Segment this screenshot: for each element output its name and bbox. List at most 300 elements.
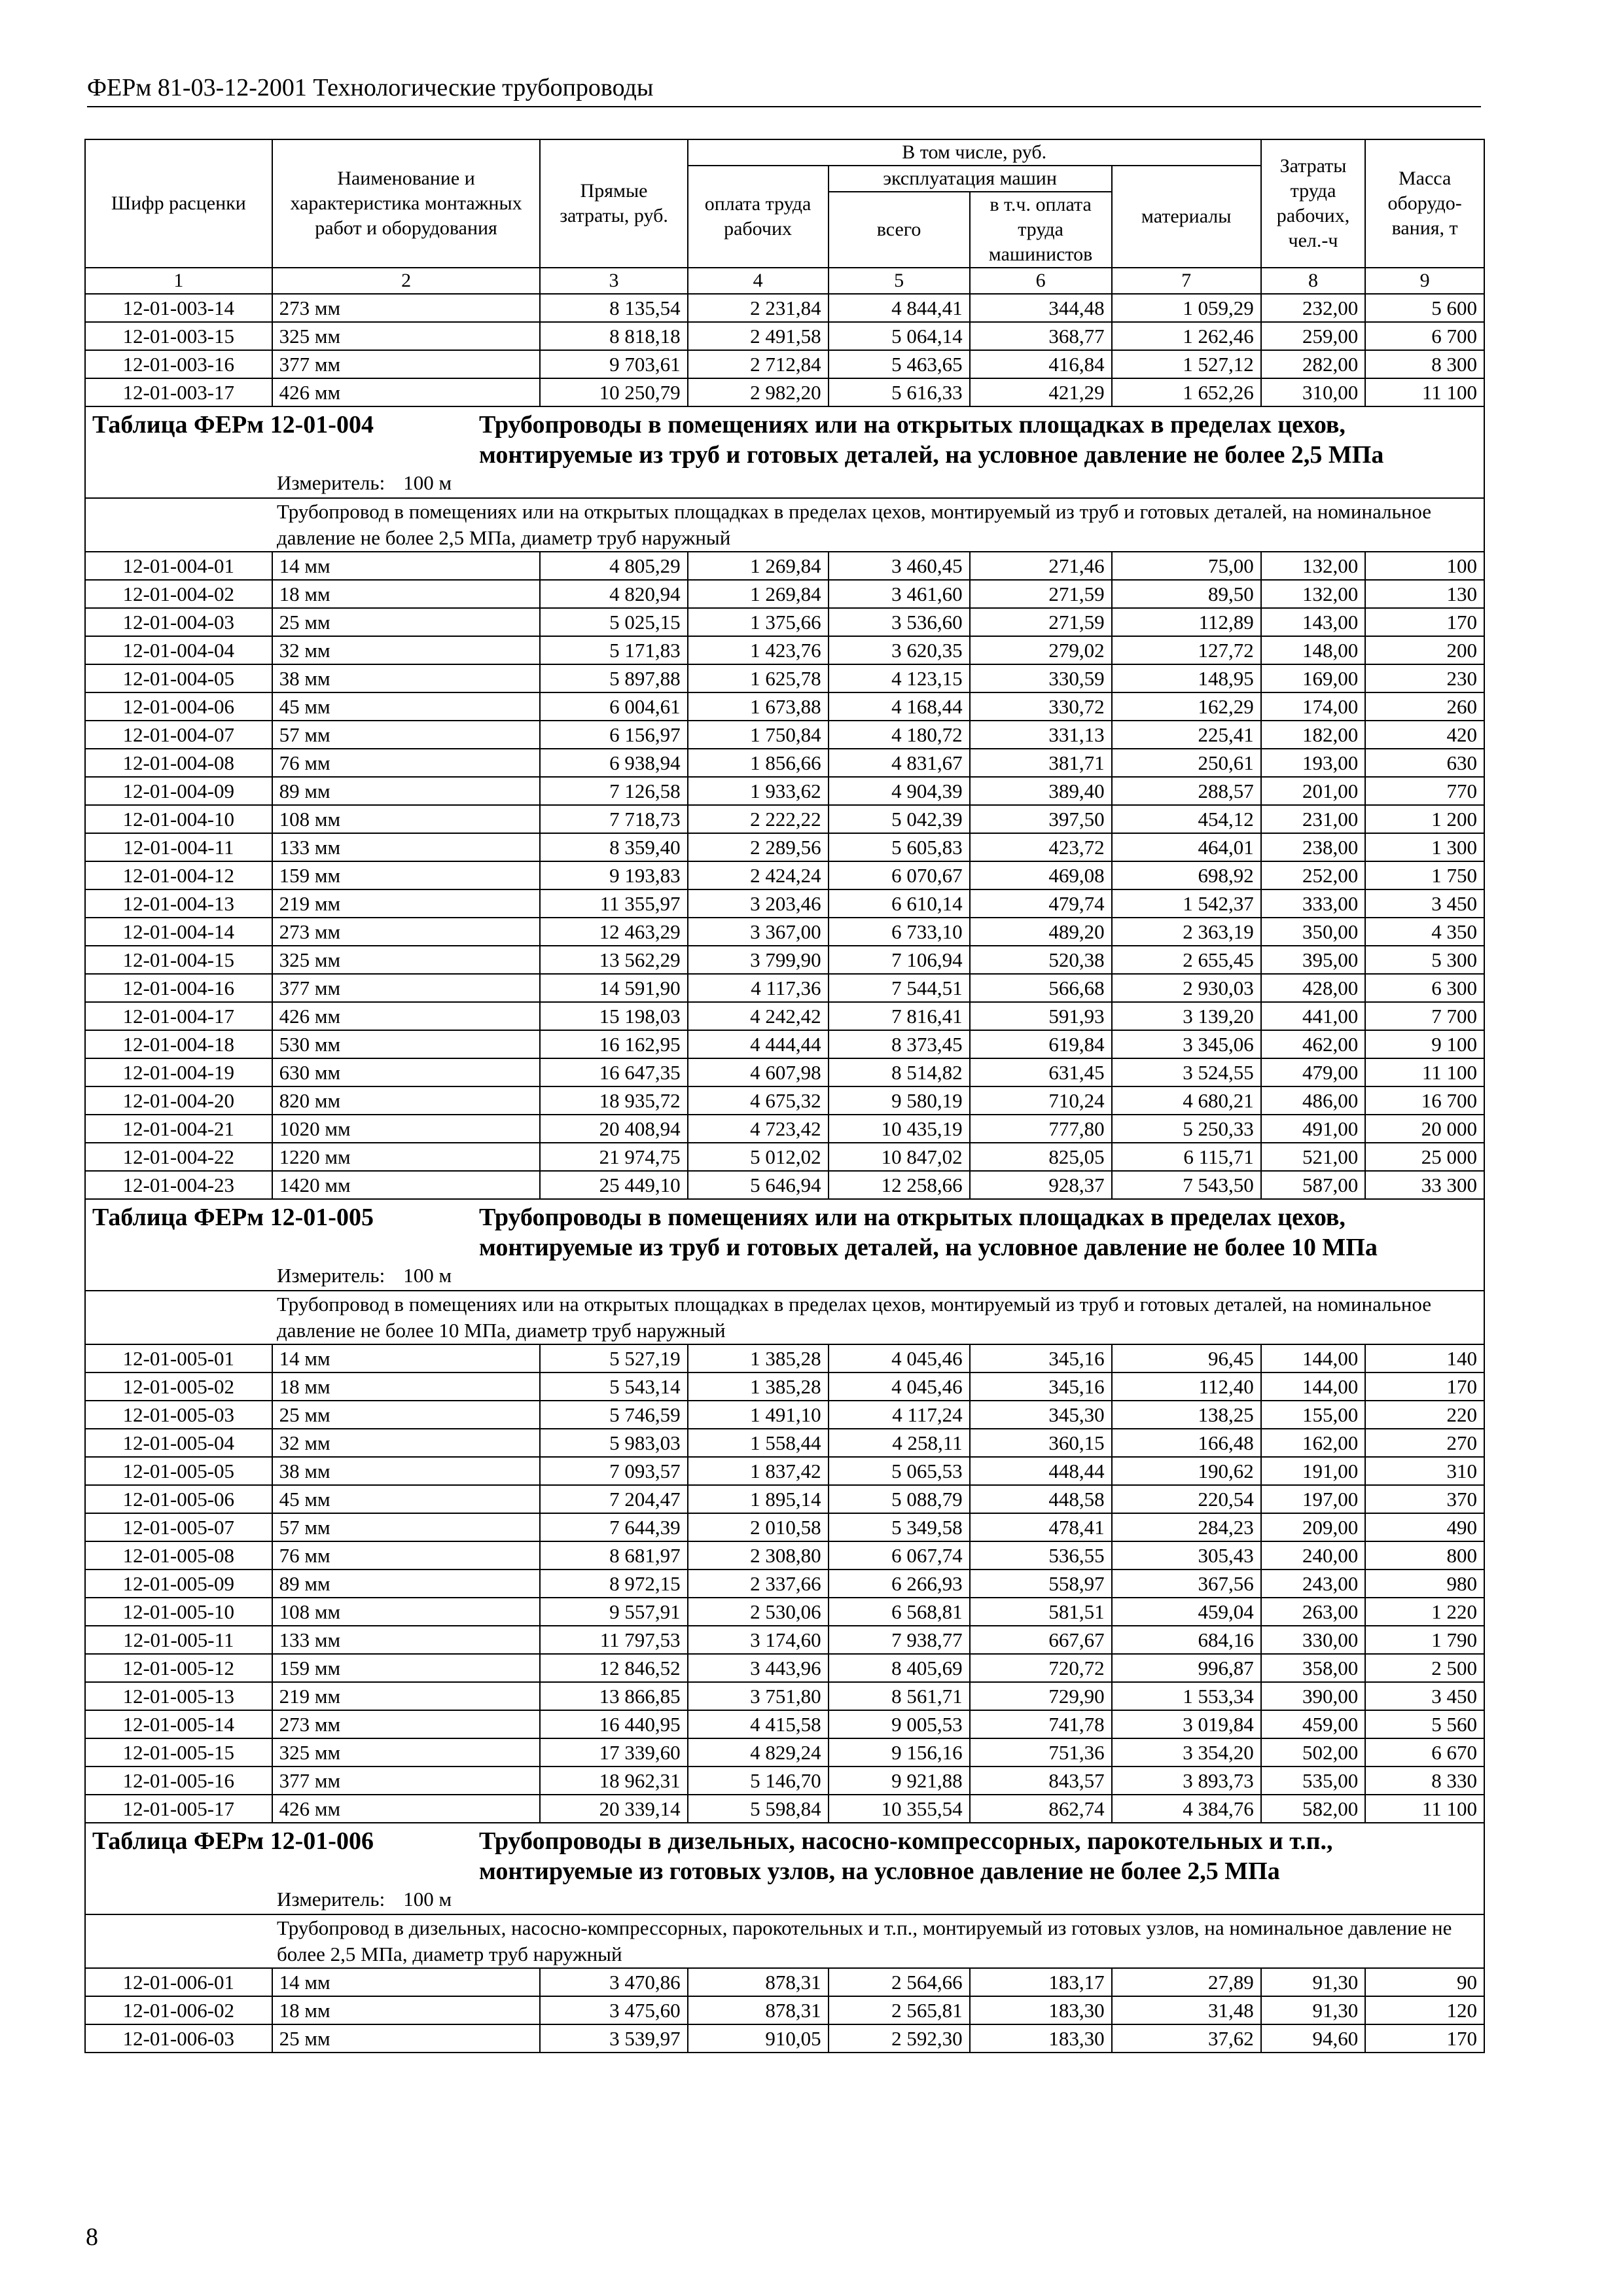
- section-measure: [277, 1886, 1477, 1914]
- rate-code-cell: 12-01-004-06: [85, 692, 272, 721]
- value-cell: 980: [1365, 1570, 1484, 1598]
- work-name-cell: 820 мм: [272, 1086, 541, 1115]
- value-cell: 170: [1365, 2024, 1484, 2053]
- value-cell: 5 088,79: [829, 1485, 970, 1513]
- work-name-cell: 57 мм: [272, 1513, 541, 1541]
- value-cell: 284,23: [1112, 1513, 1261, 1541]
- rate-code-cell: 12-01-005-06: [85, 1485, 272, 1513]
- value-cell: 777,80: [970, 1115, 1112, 1143]
- value-cell: 201,00: [1261, 777, 1365, 805]
- rate-code-cell: 12-01-004-03: [85, 608, 272, 636]
- value-cell: 3 470,86: [540, 1968, 687, 1996]
- work-name-cell: 426 мм: [272, 378, 541, 406]
- value-cell: 8 330: [1365, 1767, 1484, 1795]
- value-cell: 4 242,42: [688, 1002, 829, 1030]
- value-cell: 6 300: [1365, 974, 1484, 1002]
- value-cell: 330,00: [1261, 1626, 1365, 1654]
- value-cell: 7 816,41: [829, 1002, 970, 1030]
- value-cell: 741,78: [970, 1710, 1112, 1738]
- table-row: [85, 1541, 1484, 1570]
- value-cell: 8 300: [1365, 350, 1484, 378]
- section-measure: [277, 1263, 1477, 1290]
- value-cell: 9 193,83: [540, 861, 687, 889]
- value-cell: 7 644,39: [540, 1513, 687, 1541]
- value-cell: 18 962,31: [540, 1767, 687, 1795]
- value-cell: 441,00: [1261, 1002, 1365, 1030]
- value-cell: 225,41: [1112, 721, 1261, 749]
- rate-code-cell: 12-01-004-23: [85, 1171, 272, 1199]
- value-cell: 5 300: [1365, 946, 1484, 974]
- work-name-cell: 108 мм: [272, 1598, 541, 1626]
- value-cell: 100: [1365, 552, 1484, 580]
- work-name-cell: 18 мм: [272, 1996, 541, 2024]
- value-cell: 96,45: [1112, 1344, 1261, 1372]
- value-cell: 25 449,10: [540, 1171, 687, 1199]
- table-row: [85, 1344, 1484, 1372]
- value-cell: 7 544,51: [829, 974, 970, 1002]
- value-cell: 15 198,03: [540, 1002, 687, 1030]
- value-cell: 3 536,60: [829, 608, 970, 636]
- value-cell: 3 539,97: [540, 2024, 687, 2053]
- value-cell: 345,16: [970, 1372, 1112, 1401]
- value-cell: 1 553,34: [1112, 1682, 1261, 1710]
- value-cell: 878,31: [688, 1968, 829, 1996]
- col-number: 1: [85, 268, 272, 294]
- value-cell: 368,77: [970, 322, 1112, 350]
- value-cell: 4 045,46: [829, 1372, 970, 1401]
- value-cell: 1 269,84: [688, 552, 829, 580]
- value-cell: 5 349,58: [829, 1513, 970, 1541]
- work-name-cell: 530 мм: [272, 1030, 541, 1058]
- value-cell: 397,50: [970, 805, 1112, 833]
- page-header: ФЕРм 81-03-12-2001 Технологические трубопроводы: [87, 72, 1481, 107]
- value-cell: 75,00: [1112, 552, 1261, 580]
- value-cell: 305,43: [1112, 1541, 1261, 1570]
- table-row: [85, 322, 1484, 350]
- value-cell: 25 000: [1365, 1143, 1484, 1171]
- value-cell: 928,37: [970, 1171, 1112, 1199]
- value-cell: 16 440,95: [540, 1710, 687, 1738]
- col-machines-header: эксплуатация машин: [829, 166, 1112, 192]
- table-row: [85, 1457, 1484, 1485]
- value-cell: 3 450: [1365, 889, 1484, 918]
- value-cell: 360,15: [970, 1429, 1112, 1457]
- value-cell: 33 300: [1365, 1171, 1484, 1199]
- value-cell: 1 625,78: [688, 664, 829, 692]
- value-cell: 1 790: [1365, 1626, 1484, 1654]
- value-cell: 2 565,81: [829, 1996, 970, 2024]
- value-cell: 190,62: [1112, 1457, 1261, 1485]
- value-cell: 8 972,15: [540, 1570, 687, 1598]
- value-cell: 9 156,16: [829, 1738, 970, 1767]
- table-row: [85, 946, 1484, 974]
- work-name-cell: 18 мм: [272, 580, 541, 608]
- value-cell: 20 408,94: [540, 1115, 687, 1143]
- value-cell: 31,48: [1112, 1996, 1261, 2024]
- work-name-cell: 219 мм: [272, 889, 541, 918]
- col-labor-hours-header: Затраты труда рабочих, чел.-ч: [1261, 139, 1365, 268]
- value-cell: 162,29: [1112, 692, 1261, 721]
- table-row: [85, 1710, 1484, 1738]
- rate-code-cell: 12-01-005-13: [85, 1682, 272, 1710]
- value-cell: 1 542,37: [1112, 889, 1261, 918]
- value-cell: 5 012,02: [688, 1143, 829, 1171]
- rate-code-cell: 12-01-004-11: [85, 833, 272, 861]
- value-cell: 619,84: [970, 1030, 1112, 1058]
- value-cell: 3 475,60: [540, 1996, 687, 2024]
- value-cell: 1 269,84: [688, 580, 829, 608]
- value-cell: 209,00: [1261, 1513, 1365, 1541]
- value-cell: 12 463,29: [540, 918, 687, 946]
- value-cell: 345,30: [970, 1401, 1112, 1429]
- work-name-cell: 426 мм: [272, 1002, 541, 1030]
- value-cell: 182,00: [1261, 721, 1365, 749]
- value-cell: 5 250,33: [1112, 1115, 1261, 1143]
- table-row: [85, 1968, 1484, 1996]
- value-cell: 3 443,96: [688, 1654, 829, 1682]
- table-header: [85, 139, 1484, 294]
- value-cell: 282,00: [1261, 350, 1365, 378]
- value-cell: 16 647,35: [540, 1058, 687, 1086]
- value-cell: 9 100: [1365, 1030, 1484, 1058]
- work-name-cell: 273 мм: [272, 1710, 541, 1738]
- value-cell: 310,00: [1261, 378, 1365, 406]
- table-row: [85, 1767, 1484, 1795]
- value-cell: 12 258,66: [829, 1171, 970, 1199]
- value-cell: 428,00: [1261, 974, 1365, 1002]
- value-cell: 4 607,98: [688, 1058, 829, 1086]
- work-name-cell: 25 мм: [272, 1401, 541, 1429]
- table-row: [85, 777, 1484, 805]
- value-cell: 5 616,33: [829, 378, 970, 406]
- table-row: [85, 1795, 1484, 1823]
- value-cell: 7 204,47: [540, 1485, 687, 1513]
- col-labor-header: оплата труда рабочих: [688, 166, 829, 268]
- value-cell: 16 700: [1365, 1086, 1484, 1115]
- value-cell: 20 339,14: [540, 1795, 687, 1823]
- table-row: [85, 378, 1484, 406]
- rate-code-cell: 12-01-005-01: [85, 1344, 272, 1372]
- value-cell: 91,30: [1261, 1996, 1365, 2024]
- page-number: 8: [86, 2223, 98, 2251]
- value-cell: 21 974,75: [540, 1143, 687, 1171]
- table-row: [85, 1570, 1484, 1598]
- value-cell: 1 933,62: [688, 777, 829, 805]
- value-cell: 6 004,61: [540, 692, 687, 721]
- value-cell: 5 463,65: [829, 350, 970, 378]
- value-cell: 193,00: [1261, 749, 1365, 777]
- value-cell: 10 847,02: [829, 1143, 970, 1171]
- value-cell: 1 375,66: [688, 608, 829, 636]
- rate-code-cell: 12-01-004-16: [85, 974, 272, 1002]
- value-cell: 5 598,84: [688, 1795, 829, 1823]
- value-cell: 127,72: [1112, 636, 1261, 664]
- value-cell: 17 339,60: [540, 1738, 687, 1767]
- value-cell: 333,00: [1261, 889, 1365, 918]
- value-cell: 3 751,80: [688, 1682, 829, 1710]
- table-row: [85, 294, 1484, 322]
- value-cell: 8 514,82: [829, 1058, 970, 1086]
- value-cell: 5 042,39: [829, 805, 970, 833]
- value-cell: 4 829,24: [688, 1738, 829, 1767]
- value-cell: 878,31: [688, 1996, 829, 2024]
- value-cell: 486,00: [1261, 1086, 1365, 1115]
- value-cell: 170: [1365, 1372, 1484, 1401]
- section-header: [85, 406, 1484, 498]
- table-row: [85, 1513, 1484, 1541]
- value-cell: 5 646,94: [688, 1171, 829, 1199]
- work-name-cell: 108 мм: [272, 805, 541, 833]
- value-cell: 2 564,66: [829, 1968, 970, 1996]
- value-cell: 3 345,06: [1112, 1030, 1261, 1058]
- value-cell: 94,60: [1261, 2024, 1365, 2053]
- value-cell: 4 117,24: [829, 1401, 970, 1429]
- value-cell: 751,36: [970, 1738, 1112, 1767]
- value-cell: 4 415,58: [688, 1710, 829, 1738]
- value-cell: 16 162,95: [540, 1030, 687, 1058]
- section-table-label: Таблица ФЕРм 12-01-006: [92, 1827, 374, 1855]
- table-row: [85, 1171, 1484, 1199]
- value-cell: 148,95: [1112, 664, 1261, 692]
- table-row: [85, 1485, 1484, 1513]
- value-cell: 6 070,67: [829, 861, 970, 889]
- value-cell: 1 527,12: [1112, 350, 1261, 378]
- value-cell: 1 300: [1365, 833, 1484, 861]
- value-cell: 421,29: [970, 378, 1112, 406]
- rate-code-cell: 12-01-006-01: [85, 1968, 272, 1996]
- value-cell: 6 067,74: [829, 1541, 970, 1570]
- value-cell: 4 904,39: [829, 777, 970, 805]
- table-row: [85, 1429, 1484, 1457]
- value-cell: 238,00: [1261, 833, 1365, 861]
- value-cell: 2 308,80: [688, 1541, 829, 1570]
- value-cell: 271,59: [970, 608, 1112, 636]
- value-cell: 462,00: [1261, 1030, 1365, 1058]
- measure-label: Измеритель:: [277, 471, 385, 494]
- value-cell: 3 893,73: [1112, 1767, 1261, 1795]
- value-cell: 4 168,44: [829, 692, 970, 721]
- value-cell: 843,57: [970, 1767, 1112, 1795]
- value-cell: 770: [1365, 777, 1484, 805]
- value-cell: 5 527,19: [540, 1344, 687, 1372]
- table-row: [85, 1682, 1484, 1710]
- work-name-cell: 377 мм: [272, 974, 541, 1002]
- section-header-row: [85, 1823, 1484, 1914]
- col-materials-header: материалы: [1112, 166, 1261, 268]
- value-cell: 1 220: [1365, 1598, 1484, 1626]
- rate-code-cell: 12-01-004-21: [85, 1115, 272, 1143]
- value-cell: 3 174,60: [688, 1626, 829, 1654]
- col-direct-header: Прямые затраты, руб.: [540, 139, 687, 268]
- value-cell: 240,00: [1261, 1541, 1365, 1570]
- value-cell: 7 938,77: [829, 1626, 970, 1654]
- value-cell: 20 000: [1365, 1115, 1484, 1143]
- rate-code-cell: 12-01-004-10: [85, 805, 272, 833]
- value-cell: 520,38: [970, 946, 1112, 974]
- value-cell: 252,00: [1261, 861, 1365, 889]
- value-cell: 8 818,18: [540, 322, 687, 350]
- work-name-cell: 76 мм: [272, 749, 541, 777]
- value-cell: 667,67: [970, 1626, 1112, 1654]
- rate-code-cell: 12-01-005-04: [85, 1429, 272, 1457]
- value-cell: 581,51: [970, 1598, 1112, 1626]
- value-cell: 9 005,53: [829, 1710, 970, 1738]
- section-header-row: [85, 1199, 1484, 1291]
- value-cell: 138,25: [1112, 1401, 1261, 1429]
- col-number: 8: [1261, 268, 1365, 294]
- work-name-cell: 57 мм: [272, 721, 541, 749]
- value-cell: 231,00: [1261, 805, 1365, 833]
- table-row: [85, 692, 1484, 721]
- rate-code-cell: 12-01-004-04: [85, 636, 272, 664]
- col-code-header: Шифр расценки: [85, 139, 272, 268]
- table-row: [85, 889, 1484, 918]
- value-cell: 5 543,14: [540, 1372, 687, 1401]
- value-cell: 183,30: [970, 2024, 1112, 2053]
- section-header: [85, 1199, 1484, 1291]
- value-cell: 11 100: [1365, 378, 1484, 406]
- rate-code-cell: 12-01-004-17: [85, 1002, 272, 1030]
- value-cell: 631,45: [970, 1058, 1112, 1086]
- value-cell: 4 117,36: [688, 974, 829, 1002]
- value-cell: 370: [1365, 1485, 1484, 1513]
- section-table-label: Таблица ФЕРм 12-01-005: [92, 1204, 374, 1231]
- work-name-cell: 1020 мм: [272, 1115, 541, 1143]
- value-cell: 9 703,61: [540, 350, 687, 378]
- value-cell: 220,54: [1112, 1485, 1261, 1513]
- work-name-cell: 273 мм: [272, 294, 541, 322]
- value-cell: 1 856,66: [688, 749, 829, 777]
- value-cell: 390,00: [1261, 1682, 1365, 1710]
- value-cell: 3 799,90: [688, 946, 829, 974]
- value-cell: 1 837,42: [688, 1457, 829, 1485]
- work-name-cell: 325 мм: [272, 322, 541, 350]
- value-cell: 2 363,19: [1112, 918, 1261, 946]
- value-cell: 1 491,10: [688, 1401, 829, 1429]
- value-cell: 469,08: [970, 861, 1112, 889]
- value-cell: 14 591,90: [540, 974, 687, 1002]
- section-description: Трубопровод в помещениях или на открытых площадках в пределах цехов, монтируемый из труб и готовых деталей, на номинальное давление не более 2,5 МПа, диаметр труб наружный: [85, 498, 1484, 552]
- value-cell: 2 337,66: [688, 1570, 829, 1598]
- value-cell: 862,74: [970, 1795, 1112, 1823]
- value-cell: 132,00: [1261, 552, 1365, 580]
- value-cell: 7 700: [1365, 1002, 1484, 1030]
- value-cell: 3 367,00: [688, 918, 829, 946]
- table-row: [85, 1738, 1484, 1767]
- value-cell: 4 820,94: [540, 580, 687, 608]
- value-cell: 2 930,03: [1112, 974, 1261, 1002]
- value-cell: 5 605,83: [829, 833, 970, 861]
- value-cell: 4 680,21: [1112, 1086, 1261, 1115]
- value-cell: 566,68: [970, 974, 1112, 1002]
- work-name-cell: 377 мм: [272, 350, 541, 378]
- value-cell: 9 921,88: [829, 1767, 970, 1795]
- rates-table: [84, 139, 1485, 2053]
- value-cell: 263,00: [1261, 1598, 1365, 1626]
- value-cell: 3 019,84: [1112, 1710, 1261, 1738]
- value-cell: 459,04: [1112, 1598, 1261, 1626]
- rate-code-cell: 12-01-003-15: [85, 322, 272, 350]
- value-cell: 288,57: [1112, 777, 1261, 805]
- value-cell: 330,59: [970, 664, 1112, 692]
- value-cell: 144,00: [1261, 1372, 1365, 1401]
- rate-code-cell: 12-01-005-11: [85, 1626, 272, 1654]
- value-cell: 1 059,29: [1112, 294, 1261, 322]
- col-mach-total-header: всего: [829, 192, 970, 268]
- table-row: [85, 1058, 1484, 1086]
- value-cell: 2 222,22: [688, 805, 829, 833]
- value-cell: 479,00: [1261, 1058, 1365, 1086]
- section-description: Трубопровод в дизельных, насосно-компрессорных, парокотельных и т.п., монтируемый из готовых узлов, на номинальное давление не более 2,5 МПа, диаметр труб наружный: [85, 1914, 1484, 1968]
- value-cell: 13 866,85: [540, 1682, 687, 1710]
- value-cell: 2 592,30: [829, 2024, 970, 2053]
- value-cell: 140: [1365, 1344, 1484, 1372]
- col-mach-labor-header: в т.ч. оплата труда машинистов: [970, 192, 1112, 268]
- value-cell: 395,00: [1261, 946, 1365, 974]
- section-title: Трубопроводы в помещениях или на открытых площадках в пределах цехов, монтируемые из труб и готовых деталей, на условное давление не более 10 МПа: [479, 1204, 1378, 1261]
- value-cell: 9 557,91: [540, 1598, 687, 1626]
- value-cell: 4 844,41: [829, 294, 970, 322]
- value-cell: 6 156,97: [540, 721, 687, 749]
- value-cell: 5 746,59: [540, 1401, 687, 1429]
- table-row: [85, 833, 1484, 861]
- value-cell: 591,93: [970, 1002, 1112, 1030]
- table-row: [85, 1086, 1484, 1115]
- col-mass-header: Масса оборудо-вания, т: [1365, 139, 1484, 268]
- value-cell: 232,00: [1261, 294, 1365, 322]
- section-title: Трубопроводы в дизельных, насосно-компрессорных, парокотельных и т.п., монтируемые из готовых узлов, на условное давление не более 2,5 МПа: [479, 1827, 1333, 1885]
- rate-code-cell: 12-01-004-20: [85, 1086, 272, 1115]
- table-row: [85, 805, 1484, 833]
- work-name-cell: 133 мм: [272, 1626, 541, 1654]
- table-row: [85, 636, 1484, 664]
- value-cell: 259,00: [1261, 322, 1365, 350]
- value-cell: 502,00: [1261, 1738, 1365, 1767]
- value-cell: 2 010,58: [688, 1513, 829, 1541]
- table-row: [85, 552, 1484, 580]
- value-cell: 4 045,46: [829, 1344, 970, 1372]
- col-number: 3: [540, 268, 687, 294]
- table-row: [85, 1372, 1484, 1401]
- rate-code-cell: 12-01-005-17: [85, 1795, 272, 1823]
- table-row: [85, 608, 1484, 636]
- value-cell: 6 266,93: [829, 1570, 970, 1598]
- value-cell: 4 723,42: [688, 1115, 829, 1143]
- value-cell: 174,00: [1261, 692, 1365, 721]
- rate-code-cell: 12-01-005-09: [85, 1570, 272, 1598]
- rate-code-cell: 12-01-005-14: [85, 1710, 272, 1738]
- value-cell: 630: [1365, 749, 1484, 777]
- value-cell: 535,00: [1261, 1767, 1365, 1795]
- rate-code-cell: 12-01-003-14: [85, 294, 272, 322]
- table-row: [85, 1143, 1484, 1171]
- value-cell: 800: [1365, 1541, 1484, 1570]
- rate-code-cell: 12-01-004-18: [85, 1030, 272, 1058]
- value-cell: 3 524,55: [1112, 1058, 1261, 1086]
- rate-code-cell: 12-01-005-05: [85, 1457, 272, 1485]
- rate-code-cell: 12-01-005-15: [85, 1738, 272, 1767]
- value-cell: 11 100: [1365, 1058, 1484, 1086]
- value-cell: 5 146,70: [688, 1767, 829, 1795]
- value-cell: 89,50: [1112, 580, 1261, 608]
- value-cell: 729,90: [970, 1682, 1112, 1710]
- value-cell: 4 384,76: [1112, 1795, 1261, 1823]
- rate-code-cell: 12-01-003-16: [85, 350, 272, 378]
- value-cell: 120: [1365, 1996, 1484, 2024]
- value-cell: 1 385,28: [688, 1372, 829, 1401]
- value-cell: 2 655,45: [1112, 946, 1261, 974]
- work-name-cell: 25 мм: [272, 2024, 541, 2053]
